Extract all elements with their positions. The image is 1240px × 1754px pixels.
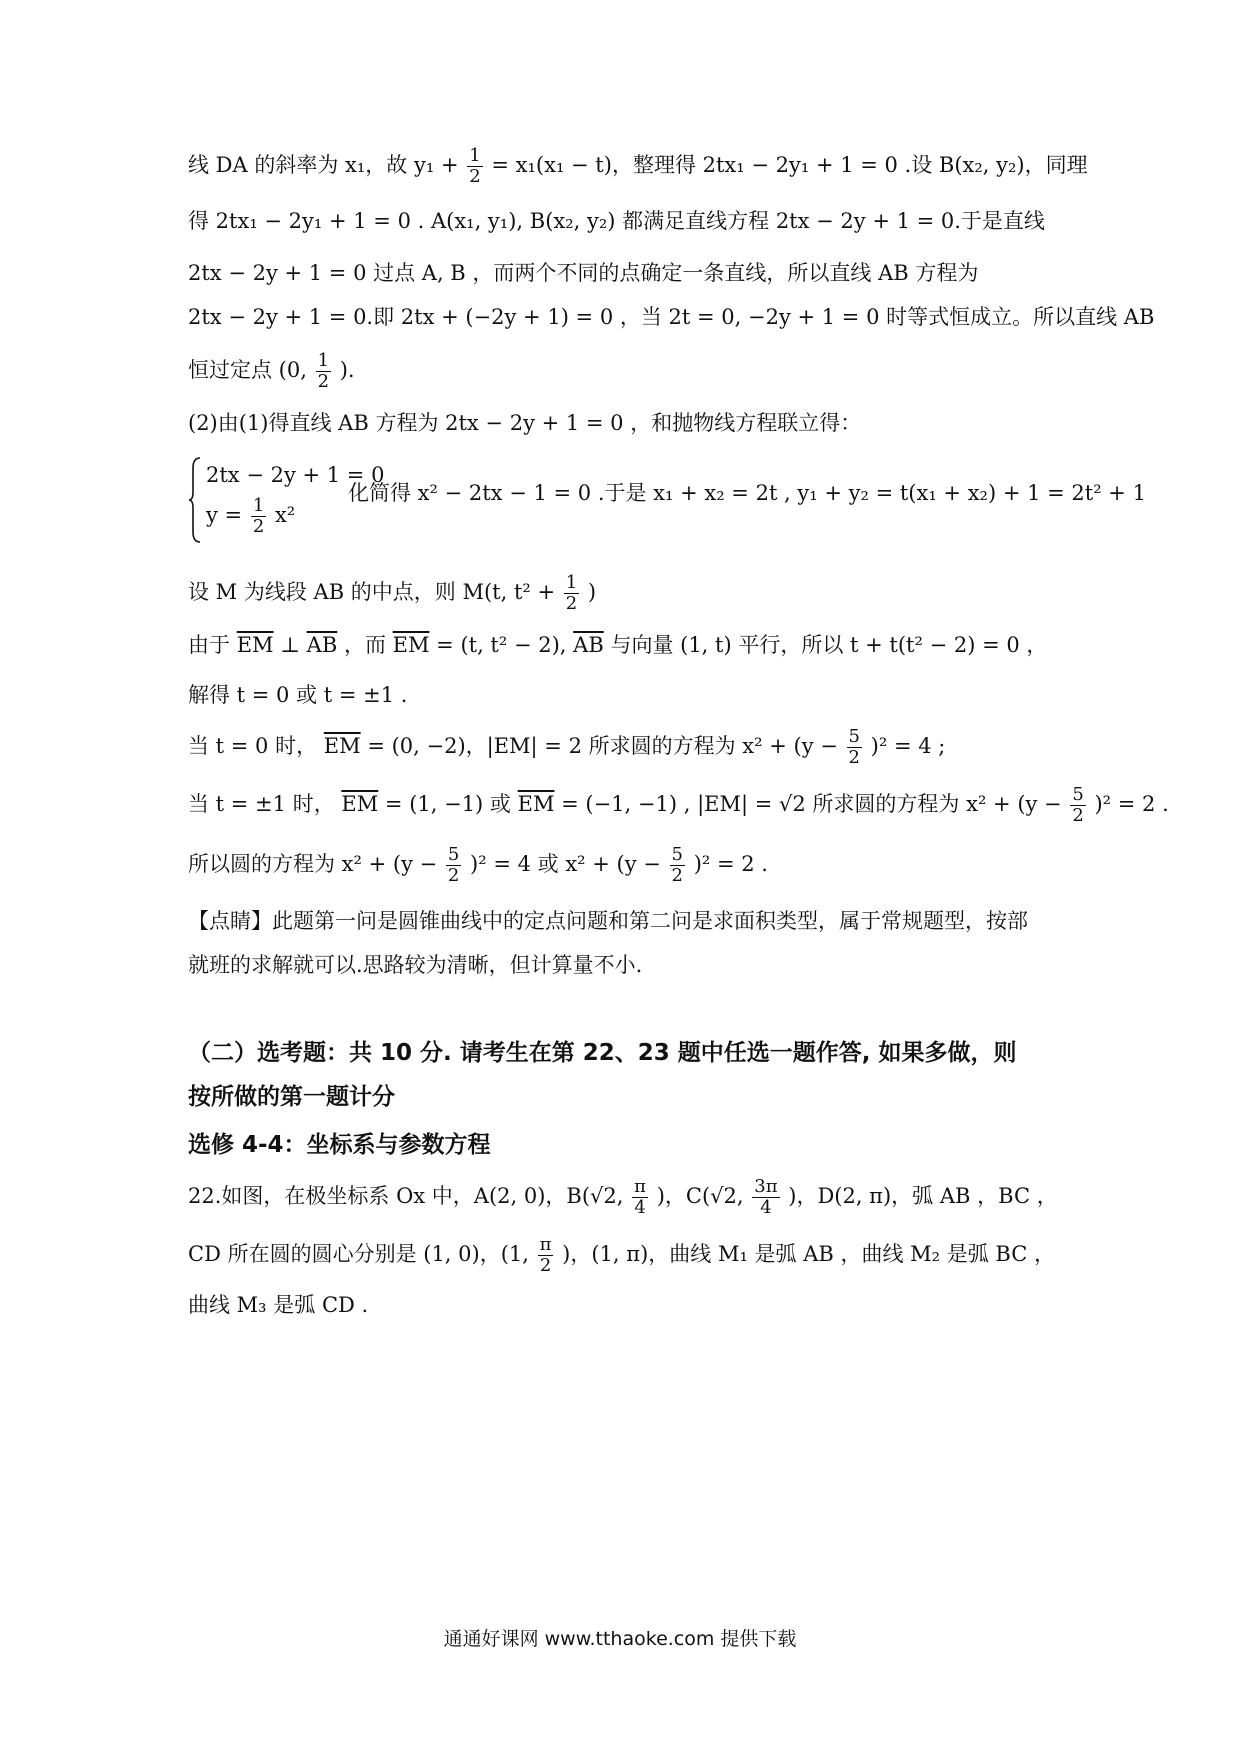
text-segment: ⊥: [280, 633, 300, 657]
solution-line-4: 2tx − 2y + 1 = 0.即 2tx + (−2y + 1) = 0 ，当 2t = 0, −2y + 1 = 0 时等式恒成立。所以直线 AB: [188, 305, 1155, 329]
fraction-denominator: 2: [848, 747, 860, 768]
solution-line-2: 得 2tx₁ − 2y₁ + 1 = 0 . A(x₁, y₁), B(x₂, y₂) 都满足直线方程 2tx − 2y + 1 = 0.于是直线: [188, 209, 1045, 233]
fraction-numerator: 1: [565, 572, 578, 593]
comment-line-2: 就班的求解就可以.思路较为清晰，但计算量不小.: [188, 953, 643, 977]
text-segment: 与向量 (1, t) 平行，所以 t + t(t² − 2) = 0 ，: [610, 633, 1048, 657]
fraction-numerator: 5: [671, 844, 683, 865]
text-segment: 当 t = ±1 时，: [188, 792, 335, 816]
fraction: [251, 496, 266, 537]
fraction-numerator: 3π: [754, 1176, 778, 1197]
page-footer: 通通好课网 www.tthaoke.com 提供下载: [443, 1628, 797, 1650]
fraction: [538, 1235, 554, 1276]
text-segment: = (1, −1) 或: [384, 792, 511, 816]
case-t0-line: [188, 722, 1068, 770]
fraction-denominator: 2: [565, 593, 578, 614]
text-segment: )² = 2 .: [693, 852, 768, 876]
math-segment: x²: [274, 503, 296, 527]
solution-line-5: [188, 346, 1068, 394]
text-segment: 设 M 为线段 AB 的中点，则 M(t, t² +: [188, 580, 556, 604]
math-segment: y =: [206, 503, 243, 527]
text-segment: = (0, −2)，|EM| = 2 所求圆的方程为 x² + (y −: [367, 734, 838, 758]
vector-em: $\overline{EM}$: [341, 792, 379, 816]
fraction-denominator: 4: [634, 1197, 646, 1218]
fraction: [467, 146, 482, 187]
fraction: [670, 845, 685, 886]
vector-ab: $\overline{AB}$: [306, 633, 338, 657]
question-22-line-1: [188, 1172, 1068, 1220]
fraction-denominator: 4: [760, 1197, 772, 1218]
fraction-numerator: 1: [317, 350, 330, 371]
fraction: [632, 1177, 648, 1218]
solve-t-line: 解得 t = 0 或 t = ±1 .: [188, 683, 408, 707]
text-segment: ): [587, 580, 597, 604]
equation-system: [188, 456, 1146, 546]
section-heading-2: 按所做的第一题计分: [188, 1084, 395, 1110]
fraction-denominator: 2: [1072, 805, 1084, 826]
vector-em: $\overline{EM}$: [236, 633, 274, 657]
text-segment: )² = 4 或 x² + (y −: [470, 852, 661, 876]
section-heading-3: 选修 4-4：坐标系与参数方程: [188, 1132, 491, 1158]
midpoint-line: [188, 568, 1068, 616]
system-equation-2: [206, 496, 295, 537]
fraction-numerator: 5: [1072, 784, 1084, 805]
comment-line-1: 【点睛】此题第一问是圆锥曲线中的定点问题和第二问是求面积类型，属于常规题型，按部: [188, 909, 1028, 933]
fraction: [1070, 785, 1085, 826]
fraction-numerator: 1: [469, 145, 481, 166]
text-segment: 由于: [188, 633, 230, 657]
fraction-numerator: π: [539, 1234, 552, 1255]
fraction-denominator: 2: [469, 166, 481, 187]
system-equation-1: 2tx − 2y + 1 = 0: [206, 463, 385, 487]
text-segment: )² = 4 ;: [870, 734, 946, 758]
fraction-numerator: 5: [848, 726, 860, 747]
solution-line-1: [188, 145, 1088, 187]
text-segment: )，D(2, π)，弧 AB ，BC ，: [788, 1184, 1058, 1208]
perpendicular-line: [188, 630, 1068, 660]
fraction: [752, 1177, 779, 1218]
text-segment: )，C(√2,: [656, 1184, 744, 1208]
text-segment: 当 t = 0 时，: [188, 734, 318, 758]
fraction-denominator: 2: [671, 865, 683, 886]
text-segment: )，(1, π)，曲线 M₁ 是弧 AB ，曲线 M₂ 是弧 BC ，: [562, 1242, 1055, 1266]
fraction-denominator: 2: [317, 371, 330, 392]
section-heading-1: （二）选考题：共 10 分. 请考生在第 22、23 题中任选一题作答, 如果多做，则: [188, 1040, 1017, 1066]
text-segment: 所以圆的方程为 x² + (y −: [188, 852, 438, 876]
fraction-denominator: 2: [447, 865, 460, 886]
text-segment: 22.如图，在极坐标系 Ox 中，A(2, 0)，B(√2,: [188, 1184, 624, 1208]
fraction: [847, 727, 862, 768]
text-segment: ).: [339, 358, 355, 382]
text-segment: = (t, t² − 2),: [436, 633, 567, 657]
circle-result-line: [188, 840, 1068, 888]
text-segment: )² = 2 .: [1094, 792, 1169, 816]
fraction-numerator: 5: [447, 844, 460, 865]
question-22-line-3: 曲线 M₃ 是弧 CD .: [188, 1293, 369, 1317]
left-brace-icon: [188, 456, 202, 544]
simplification-text: 化简得 x² − 2tx − 1 = 0 .于是 x₁ + x₂ = 2t , y₁ + y₂ = t(x₁ + x₂) + 1 = 2t² + 1: [348, 481, 1146, 505]
solution-line-3: 2tx − 2y + 1 = 0 过点 A, B ，而两个不同的点确定一条直线，所以直线 AB 方程为: [188, 261, 979, 285]
fraction-denominator: 2: [539, 1255, 552, 1276]
fraction: [446, 845, 461, 886]
fraction-numerator: 1: [252, 495, 265, 516]
fraction: [316, 351, 331, 392]
vector-em: $\overline{EM}$: [392, 633, 430, 657]
math-segment: x₁，故 y₁ +: [345, 153, 459, 177]
fraction-numerator: π: [634, 1176, 647, 1197]
question-22-line-2: [188, 1230, 1068, 1278]
case-t1-line: [188, 780, 1169, 828]
part2-intro-line: (2)由(1)得直线 AB 方程为 2tx − 2y + 1 = 0 ，和抛物线方程联立得：: [188, 411, 862, 435]
vector-em: $\overline{EM}$: [517, 792, 555, 816]
text-segment: = (−1, −1) , |EM| = √2 所求圆的方程为 x² + (y −: [561, 792, 1062, 816]
text-segment: CD 所在圆的圆心分别是 (1, 0)，(1,: [188, 1242, 529, 1266]
vector-ab: $\overline{AB}$: [573, 633, 604, 657]
text-segment: 线 DA 的斜率为: [188, 153, 339, 177]
fraction-denominator: 2: [252, 516, 265, 537]
fraction: [564, 573, 579, 614]
text-segment: 恒过定点 (0,: [188, 358, 307, 382]
text-segment: ，而: [343, 633, 386, 657]
vector-em: $\overline{EM}$: [323, 734, 361, 758]
math-segment: = x₁(x₁ − t)，整理得 2tx₁ − 2y₁ + 1 = 0 .设 B(x₂, y₂)，同理: [491, 153, 1088, 177]
